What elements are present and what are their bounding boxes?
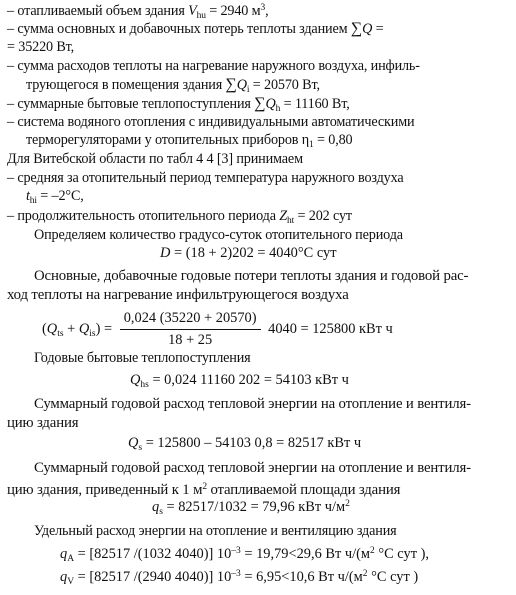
total-paragraph-line2: цию здания — [7, 415, 79, 431]
list-item-infiltration: – сумма расходов теплоты на нагревание наружного воздуха, инфиль- — [7, 58, 420, 74]
degree-day-heading: Определяем количество градусо-суток отопительного периода — [34, 227, 403, 243]
fraction-numerator: 0,024 (35220 + 20570) — [120, 310, 261, 330]
list-item-temperature-cont: $t_{hi} = -2^\circ С$, — [26, 188, 84, 206]
list-item-volume: – отапливаемый объем здания $V_{hu} = 2940$ $м^3$, — [7, 3, 269, 21]
equation-total-consumption: $Q_s = 125800 - 54103$ 0,8 = 82517 кВт ч — [128, 435, 362, 453]
annual-gains-heading: Годовые бытовые теплопоступления — [34, 350, 251, 366]
equation-qV: $q_V = [82517$ /(2940 4040)] $10^{-3} = 6,95<10,6$ Вт $ч/(м^2$ °С сут ) — [60, 569, 419, 587]
equation-annual-losses: $(Q_{ts} + Q_{is})$ = $\frac{0,024 (35220 + 20570)}{18 + 25}$ 4040 = 125800 кВт ч — [42, 310, 393, 348]
specific-paragraph-line2: цию здания, приведенный к 1 $м^2$ отапливаемой площади здания — [7, 482, 401, 498]
fraction — [120, 310, 261, 349]
equation-qA: $q_A = [82517$ /(1032 4040)] $10^{-3} = 19,79<29,6$ Вт $ч/(м^2$ °С сут ), — [60, 546, 429, 564]
equation-annual-gains: $Q_{hs} = 0,024$ 11160 202 = 54103 кВт ч — [130, 372, 349, 390]
list-item-gains: – суммарные бытовые теплопоступления $\sum Q_h = 11160$ Вт, — [7, 95, 350, 114]
list-item-duration: – продолжительность отопительного периода $Z_{ht} = 202$ сут — [7, 208, 352, 226]
losses-paragraph-line1: Основные, добавочные годовые потери теплоты здания и годовой рас- — [34, 268, 469, 284]
region-line: Для Витебской области по табл 4 4 [3] принимаем — [7, 151, 303, 167]
equation-degree-days: D = (18 + 2)202 = 4040°С сут — [160, 245, 337, 261]
fraction-denominator: 18 + 25 — [168, 332, 213, 348]
list-item-infiltration-cont: трующегося в помещения здания $\sum Q_i = 20570$ Вт, — [26, 76, 320, 95]
total-paragraph-line1: Суммарный годовой расход тепловой энергии на отопление и вентиля- — [34, 396, 471, 412]
list-item-system: – система водяного отопления с индивидуальными автоматическими — [7, 114, 415, 130]
specific-paragraph-line1: Суммарный годовой расход тепловой энергии на отопление и вентиля- — [34, 460, 471, 476]
list-item-losses-cont: = 35220 Вт, — [7, 39, 75, 55]
list-item-system-cont: терморегуляторами у отопительных приборов $\eta_1 = 0,80$ — [26, 132, 353, 150]
list-item-losses: – сумма основных и добавочных потерь теплоты зданием ∑Q = — [7, 20, 384, 37]
specific-energy-heading: Удельный расход энергии на отопление и вентиляцию здания — [34, 523, 397, 539]
equation-specific-consumption: $q_s = 82517/1032 = 79,96$ кВт $ч/м^2$ — [152, 499, 350, 517]
list-item-temperature: – средняя за отопительный период температура наружного воздуха — [7, 170, 404, 186]
losses-paragraph-line2: ход теплоты на нагревание инфильтрующегося воздуха — [7, 287, 349, 303]
